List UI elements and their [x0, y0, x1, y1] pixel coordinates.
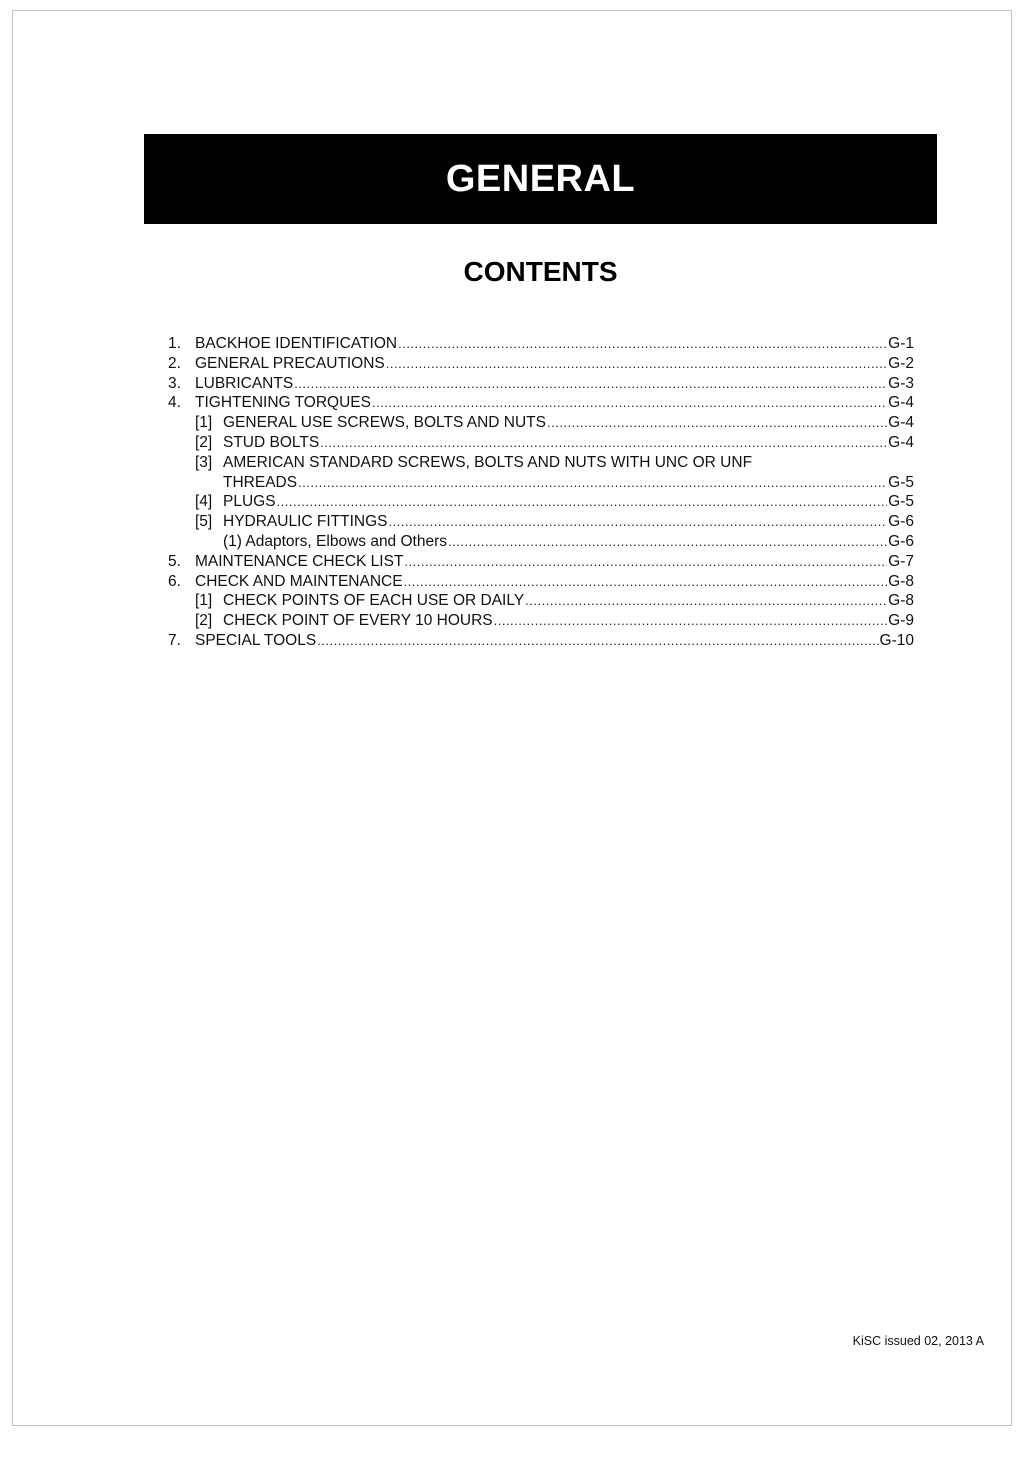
section-title: GENERAL [445, 157, 636, 200]
dot-leader [372, 393, 887, 413]
toc-subentry[interactable] [168, 611, 914, 631]
entry-number: 4. [168, 394, 181, 412]
toc-entry[interactable] [168, 552, 914, 572]
entry-page: G-10 [879, 631, 914, 649]
subentry-title: CHECK POINTS OF EACH USE OR DAILY [223, 592, 525, 610]
subentry-title: PLUGS [223, 493, 276, 511]
dot-leader [404, 572, 888, 592]
entry-page: G-6 [888, 532, 914, 550]
toc-entry[interactable] [168, 572, 914, 592]
subentry-title: STUD BOLTS [223, 433, 320, 451]
entry-title: SPECIAL TOOLS [195, 631, 317, 649]
entry-page: G-6 [888, 513, 914, 531]
toc-entry[interactable] [168, 334, 914, 354]
entry-number: 2. [168, 354, 181, 372]
subentry-number: [5] [195, 513, 213, 531]
dot-leader [320, 433, 887, 453]
dot-leader [386, 354, 887, 374]
entry-number: 7. [168, 631, 181, 649]
dot-leader [298, 473, 887, 493]
toc-subentry[interactable] [168, 413, 914, 433]
dot-leader [494, 611, 888, 631]
entry-page: G-5 [888, 493, 914, 511]
subentry-title: GENERAL USE SCREWS, BOLTS AND NUTS [223, 414, 546, 432]
toc-entry[interactable] [168, 393, 914, 413]
toc-entry[interactable] [168, 354, 914, 374]
subentry-number: [1] [195, 414, 213, 432]
entry-number: 1. [168, 335, 181, 352]
dot-leader [277, 492, 888, 512]
table-of-contents [168, 334, 914, 651]
subentry-title: CHECK POINT OF EVERY 10 HOURS [223, 612, 493, 630]
dot-leader [398, 334, 887, 354]
subentry-number: [2] [195, 433, 213, 451]
entry-title: GENERAL PRECAUTIONS [195, 354, 385, 372]
entry-page: G-4 [888, 433, 914, 451]
dot-leader [294, 374, 887, 394]
entry-number: 5. [168, 552, 181, 570]
entry-page: G-9 [888, 612, 914, 630]
dot-leader [404, 552, 887, 572]
dot-leader [525, 591, 887, 611]
entry-number: 3. [168, 374, 181, 392]
subsubentry-title: (1) Adaptors, Elbows and Others [223, 532, 448, 550]
toc-subsubentry[interactable] [168, 532, 914, 552]
entry-page: G-8 [888, 572, 914, 590]
entry-page: G-3 [888, 374, 914, 392]
entry-title: BACKHOE IDENTIFICATION [195, 335, 398, 352]
toc-subentry-continuation[interactable] [168, 473, 914, 493]
entry-page: G-7 [888, 552, 914, 570]
entry-page: G-5 [888, 473, 914, 491]
subentry-number: [1] [195, 592, 213, 610]
dot-leader [547, 413, 887, 433]
toc-subentry[interactable] [168, 512, 914, 532]
contents-heading: CONTENTS [463, 256, 618, 287]
issue-footer: KiSC issued 02, 2013 A [852, 1334, 984, 1348]
subentry-title: HYDRAULIC FITTINGS [223, 513, 388, 531]
entry-title: MAINTENANCE CHECK LIST [195, 552, 404, 570]
toc-entry[interactable] [168, 631, 914, 651]
entry-title: CHECK AND MAINTENANCE [195, 572, 403, 590]
entry-page: G-4 [888, 394, 914, 412]
toc-subentry[interactable] [168, 591, 914, 611]
dot-leader [317, 631, 878, 651]
entry-page: G-8 [888, 592, 914, 610]
subentry-number: [2] [195, 612, 213, 630]
subentry-title-continued: THREADS [223, 473, 298, 491]
subentry-number: [3] [195, 453, 213, 471]
subentry-title: AMERICAN STANDARD SCREWS, BOLTS AND NUTS WITH UNC OR UNF [223, 453, 753, 471]
entry-page: G-1 [888, 335, 914, 352]
toc-subentry[interactable] [168, 433, 914, 453]
toc-entry[interactable] [168, 374, 914, 394]
dot-leader [448, 532, 887, 552]
section-banner [144, 134, 937, 224]
entry-page: G-2 [888, 354, 914, 372]
dot-leader [388, 512, 887, 532]
toc-subentry[interactable] [168, 492, 914, 512]
subentry-number: [4] [195, 493, 213, 511]
toc-subentry[interactable] [168, 453, 914, 473]
entry-page: G-4 [888, 414, 914, 432]
entry-title: LUBRICANTS [195, 374, 294, 392]
entry-number: 6. [168, 572, 181, 590]
entry-title: TIGHTENING TORQUES [195, 394, 371, 412]
